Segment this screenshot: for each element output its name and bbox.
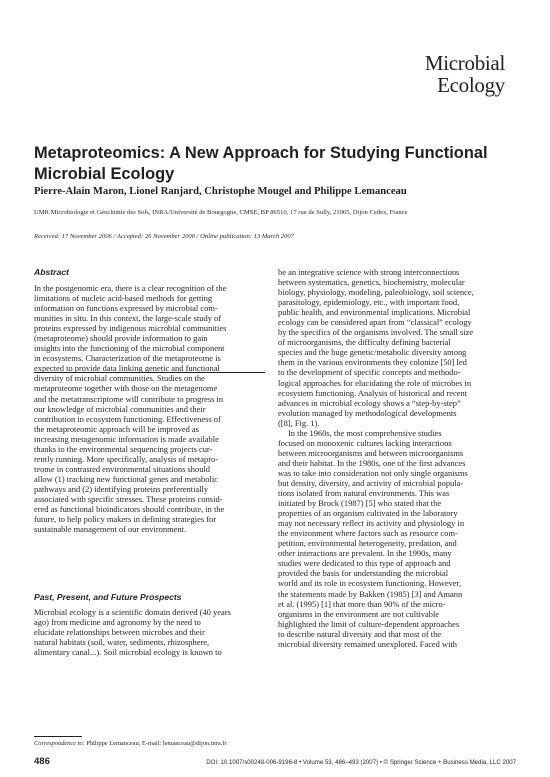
text-line: associated with specific stresses. These proteins consid- bbox=[34, 493, 223, 504]
text-line: rently running. More specifically, analysis of metapro- bbox=[34, 453, 219, 464]
text-line: thanks to the environmental sequencing projects cur- bbox=[34, 443, 213, 454]
text-line: to describe natural diversity and that most of the bbox=[278, 628, 442, 639]
text-line: insights into the functioning of the microbial component bbox=[34, 343, 225, 354]
text-line: highlighted the limit of culture-dependent approaches bbox=[278, 618, 460, 629]
text-line: and their habitat. In the 1980s, one of the first advances bbox=[278, 457, 466, 468]
correspondence-label: Correspondence to: bbox=[34, 740, 85, 747]
text-line: species and the huge genetic/metabolic diversity among bbox=[278, 347, 467, 358]
text-line: teome in contrasted environmental situations should bbox=[34, 463, 210, 474]
journal-logo-line1: Microbial bbox=[424, 51, 505, 75]
text-line: the environment where factors such as resource com- bbox=[278, 528, 458, 539]
text-line: public health, and environmental implications. Microbial bbox=[278, 307, 471, 318]
text-line: alimentary canal...). Soil microbial ecology is known to bbox=[34, 647, 222, 658]
text-line: future, to help policy makers in defining strategies for bbox=[34, 514, 217, 525]
abstract-body bbox=[34, 283, 265, 534]
footnote-divider bbox=[34, 736, 82, 737]
text-line: be an integrative science with strong interconnections bbox=[278, 267, 460, 277]
author-list: Pierre-Alain Maron, Lionel Ranjard, Christophe Mougel and Philippe Lemanceau bbox=[34, 186, 407, 197]
text-line: ([8], Fig. 1). bbox=[278, 417, 320, 428]
section-heading: Past, Present, and Future Prospects bbox=[34, 592, 182, 602]
text-line: initiated by Brock (1987) [5] who stated that the bbox=[278, 498, 442, 509]
correspondence-note bbox=[34, 740, 274, 748]
correspondence-text: Philippe Lemanceau; E-mail: lemanceau@dijon.inra.fr bbox=[84, 740, 227, 747]
text-line: logical approaches for elucidating the role of microbes in bbox=[278, 377, 472, 388]
right-column-body bbox=[278, 267, 516, 649]
text-line: the metaproteomic approach will be improved as bbox=[34, 423, 199, 434]
page-number: 486 bbox=[34, 756, 50, 767]
text-line: In the 1960s, the most comprehensive studies bbox=[288, 427, 442, 438]
text-line: and the metatranscriptome will contribute to progress in bbox=[34, 393, 224, 404]
text-line: ered as functional bioindicators should contribute, in the bbox=[34, 504, 225, 515]
text-line: limitations of nucleic acid-based methods for getting bbox=[34, 293, 213, 304]
text-line: allow (1) tracking new functional genes and metabolic bbox=[34, 473, 218, 484]
text-line: ecology can be considered apart from “classical” ecology bbox=[278, 317, 472, 328]
text-line: studies were dedicated to this type of approach and bbox=[278, 558, 451, 569]
text-line: metaproteome together with those on the metagenome bbox=[34, 383, 218, 394]
text-line: by the specifics of the organisms involved. The small size bbox=[278, 327, 474, 338]
publication-dates: Received: 17 November 2006 / Accepted: 26 November 2006 / Online publication: 13 March 2007 bbox=[34, 233, 295, 240]
text-line: expected to provide data linking genetic and functional bbox=[34, 363, 220, 374]
journal-logo bbox=[380, 52, 505, 96]
text-line: may not necessary reflect its activity and physiology in bbox=[278, 518, 465, 529]
text-line: to the development of specific concepts and methodo- bbox=[278, 367, 461, 378]
text-line: provided the basis for understanding the microbial bbox=[278, 568, 449, 579]
text-line: (metaproteome) should provide information to gain bbox=[34, 333, 208, 344]
text-line: our knowledge of microbial communities and their bbox=[34, 403, 206, 414]
text-line: in ecosystems. Characterization of the metaproteome is bbox=[34, 353, 221, 364]
text-line: the statements made by Bakken (1985) [3] and Amann bbox=[278, 588, 463, 599]
text-line: contribution in ecosystem functioning. Effectiveness of bbox=[34, 413, 221, 424]
text-line: sustainable management of our environment. bbox=[34, 524, 187, 535]
text-line: munities in situ. In this context, the large-scale study of bbox=[34, 313, 222, 324]
journal-logo-line2: Ecology bbox=[437, 73, 505, 97]
abstract-divider bbox=[34, 372, 265, 373]
text-line: between systematics, genetics, biochemistry, molecular bbox=[278, 277, 465, 288]
text-line: information on functions expressed by microbial com- bbox=[34, 303, 218, 314]
page-footer: DOI: 10.1007/s00248-006-9196-8 • Volume 53, 486–493 (2007) • © Springer Science + Business Media, LLC 2007 bbox=[206, 759, 516, 766]
text-line: world and its role in ecosystem functioning. However, bbox=[278, 578, 462, 589]
abstract-heading: Abstract bbox=[34, 267, 69, 277]
text-line: of microorganisms, the difficulty defining bacterial bbox=[278, 337, 451, 348]
section-body bbox=[34, 607, 265, 657]
text-line: parasitology, epidemiology, etc., with important food, bbox=[278, 297, 460, 308]
text-line: was to take into consideration not only single organisms bbox=[278, 467, 468, 478]
text-line: microbial diversity remained unexplored. Faced with bbox=[278, 638, 458, 649]
text-line: between microorganisms and between microorganisms bbox=[278, 447, 464, 458]
text-line: evolution managed by methodological developments bbox=[278, 407, 457, 418]
text-line: diversity of microbial communities. Studies on the bbox=[34, 373, 205, 384]
affiliation: UMR Microbiologie et Géochimie des Sols, INRA/Université de Bourgogne, CMSE, BP 86510, 17 rue de Sully, 21065, Dijon Cedex, France bbox=[34, 209, 408, 216]
text-line: Microbial ecology is a scientific domain derived (40 years bbox=[34, 607, 231, 617]
text-line: elucidate relationships between microbes and their bbox=[34, 627, 205, 638]
text-line: biology, physiology, modeling, paleobiology, soil science, bbox=[278, 287, 474, 298]
text-line: them in the various environments they colonize [50] led bbox=[278, 357, 467, 368]
text-line: other interactions are prevalent. In the 1990s, many bbox=[278, 548, 452, 559]
text-line: but density, diversity, and activity of microbial popula- bbox=[278, 477, 464, 488]
text-line: natural habitats (soil, water, sediments, rhizosphere, bbox=[34, 637, 210, 648]
text-line: organisms in the environment are not cultivable bbox=[278, 608, 440, 619]
text-line: proteins expressed by indigenous microbial communities bbox=[34, 323, 227, 334]
text-line: properties of an organism cultivated in the laboratory bbox=[278, 508, 458, 519]
text-line: ecosystem functioning. Analysis of historical and recent bbox=[278, 387, 468, 398]
text-line: et al. (1995) [1] that more than 90% of the micro- bbox=[278, 598, 446, 609]
text-line: advances in microbial ecology shows a “step-by-step” bbox=[278, 397, 461, 408]
article-title: Metaproteomics: A New Approach for Studying Functional Microbial Ecology bbox=[34, 144, 488, 183]
text-line: focused on monoxenic cultures lacking interactions bbox=[278, 437, 452, 448]
text-line: ago) from medicine and agronomy by the need to bbox=[34, 617, 201, 628]
text-line: In the postgenomic era, there is a clear recognition of the bbox=[34, 283, 227, 293]
text-line: tions isolated from natural environments. This was bbox=[278, 488, 450, 499]
text-line: pathways and (2) identifying proteins preferentially bbox=[34, 483, 209, 494]
text-line: increasing metagenomic information is made available bbox=[34, 433, 219, 444]
text-line: petition, environmental heterogeneity, predation, and bbox=[278, 538, 457, 549]
